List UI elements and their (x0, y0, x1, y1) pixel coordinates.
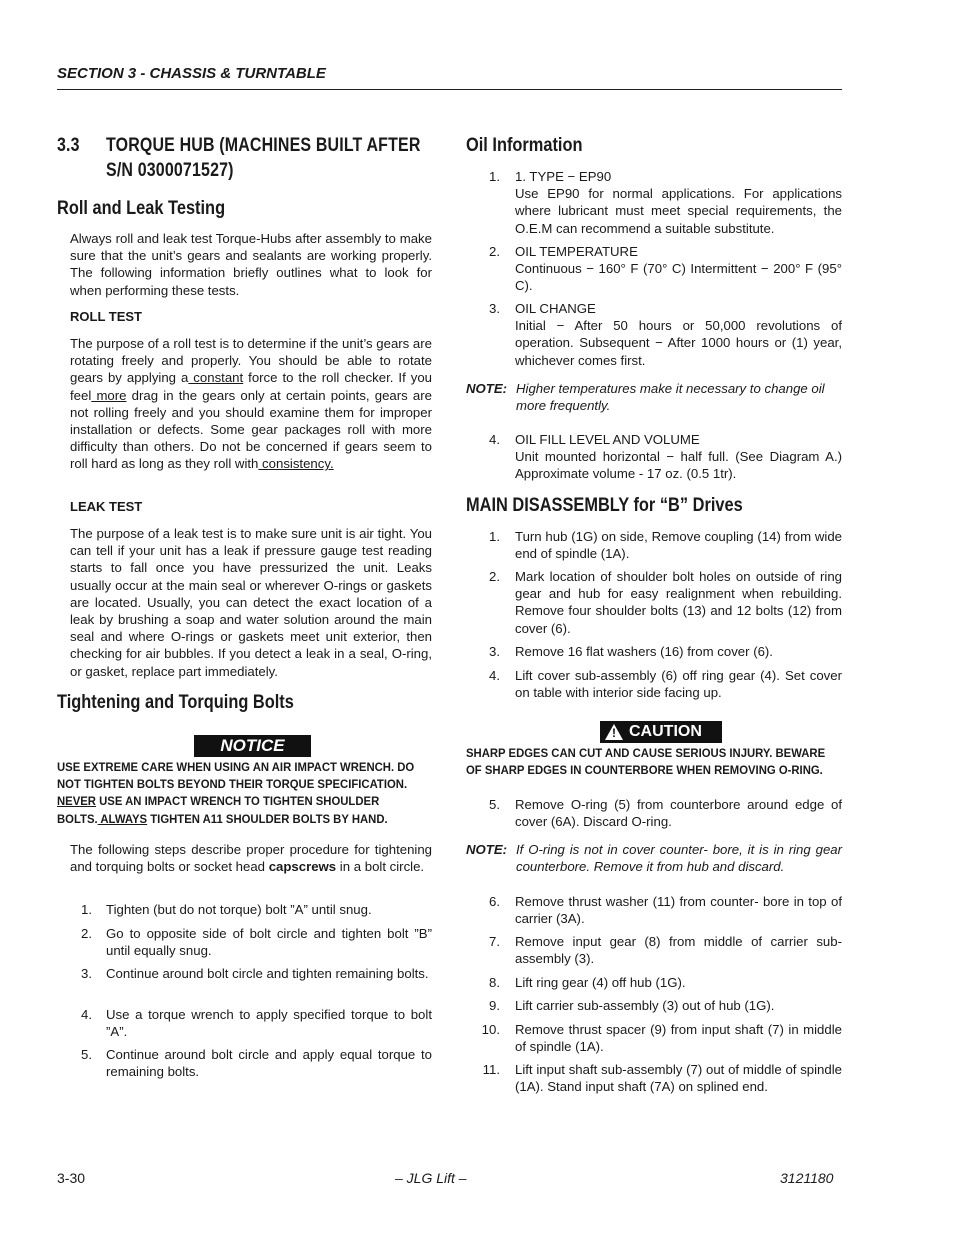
notice-line4-start: BOLTS. (57, 811, 98, 826)
list-item-number: 1. (489, 169, 500, 184)
note-text: If O-ring is not in cover counter- bore, it is in ring gear counterbore. Remove it from hub and discard. (516, 842, 842, 875)
roll-leak-heading: Roll and Leak Testing (57, 197, 226, 219)
list-item-text: Lift cover sub-assembly (6) off ring gear (4). Set cover on table with interior side facing up. (515, 668, 842, 701)
list-item-number: 2. (81, 926, 92, 941)
list-item-number: 2. (489, 244, 500, 259)
list-item-text: Continuous − 160° F (70° C) Intermittent − 200° F (95° C). (515, 261, 842, 294)
list-item-text: Remove thrust washer (11) from counter- bore in top of carrier (3A). (515, 894, 842, 927)
list-item-title: OIL FILL LEVEL AND VOLUME (515, 432, 700, 447)
notice-line4-end: TIGHTEN A11 SHOULDER BOLTS BY HAND. (147, 811, 388, 826)
document-number: 3121180 (780, 1170, 834, 1186)
roll-test-text-part2: force to the roll checker. If you feel (70, 370, 432, 403)
roll-test-text (70, 335, 432, 473)
tightening-intro-a: The following steps describe proper procedure for tightening and torquing bolts or socket head (70, 842, 432, 875)
list-item-text: Remove thrust spacer (9) from input shaft (7) in middle of spindle (1A). (515, 1022, 842, 1055)
list-item-text: Lift ring gear (4) off hub (1G). (515, 975, 686, 990)
list-item-number: 4. (81, 1007, 92, 1022)
roll-test-text-part1: The purpose of a roll test is to determine if the unit’s gears are rotating freely and properly. You should be able to rotate gears by applying a (70, 336, 432, 386)
list-item-title: 1. TYPE − EP90 (515, 169, 612, 184)
roll-test-heading: ROLL TEST (70, 309, 142, 324)
tightening-heading: Tightening and Torquing Bolts (57, 691, 294, 713)
list-item-number: 3. (489, 301, 500, 316)
notice-line4 (57, 811, 434, 828)
roll-leak-intro: Always roll and leak test Torque-Hubs after assembly to make sure that the unit’s gears and sealants are working properly. The following information briefly outlines what to look for when performing these tests. (70, 231, 432, 298)
list-item-number: 9. (489, 998, 500, 1013)
list-item-text: Use a torque wrench to apply specified torque to bolt ”A”. (106, 1007, 432, 1040)
list-item-text: Remove 16 flat washers (16) from cover (6). (515, 644, 773, 659)
notice-line1: USE EXTREME CARE WHEN USING AN AIR IMPACT WRENCH. DO (57, 760, 415, 774)
list-item-text: Use EP90 for normal applications. For applications where lubricant must meet special requirements, the O.E.M can recommend a suitable substitute. (515, 186, 842, 236)
list-item-text: Mark location of shoulder bolt holes on outside of ring gear and hub for easy realignment when rebuilding. Remove four shoulder bolts (13) and 12 bolts (12) from cover (6). (515, 569, 842, 636)
caution-label: CAUTION (629, 723, 702, 740)
caution-badge (600, 721, 722, 743)
warning-triangle-icon: ! (605, 724, 623, 740)
list-item-number: 11. (482, 1062, 500, 1077)
roll-test-underline-more: more (91, 387, 127, 403)
oil-heading: Oil Information (466, 134, 583, 156)
list-item-text: Lift carrier sub-assembly (3) out of hub (1G). (515, 998, 775, 1013)
tightening-intro-capscrews: capscrews (268, 859, 337, 875)
roll-test-text-part3: drag in the gears only at certain points, gears are not rolling freely and you should examine them for improper installation or defects. Some gear packages roll with more difficulty than others. Do not be concerned if gears seem to roll hard as long as they roll with (70, 387, 432, 472)
list-item-number: 6. (489, 894, 500, 909)
caution-line1: SHARP EDGES CAN CUT AND CAUSE SERIOUS INJURY. BEWARE (466, 746, 826, 760)
notice-never: NEVER (57, 794, 96, 809)
list-item-number: 5. (81, 1047, 92, 1062)
list-item-number: 7. (489, 934, 500, 949)
list-item-number: 10. (481, 1022, 500, 1037)
notice-line3-text: USE AN IMPACT WRENCH TO TIGHTEN SHOULDER (95, 794, 380, 809)
list-item-text: Continue around bolt circle and apply equal torque to remaining bolts. (106, 1047, 432, 1080)
tightening-intro-c: in a bolt circle. (336, 859, 425, 875)
notice-always: ALWAYS (97, 811, 148, 826)
notice-text (57, 759, 434, 828)
note-text: Higher temperatures make it necessary to change oil more frequently. (516, 381, 825, 414)
list-item-number: 1. (489, 529, 500, 544)
leak-test-text: The purpose of a leak test is to make sure unit is air tight. You can tell if your unit has a leak if pressure gauge test reading starts to fall once you have pressurized the unit. Leaks usually occur at the main seal or wherever O-rings or gaskets are located. Usually, you can detect the exact location of a leak by brushing a soap and water solution around the main seal and where O-rings or gaskets meet unit exterior, then checking for air bubbles. If you detect a leak in a seal, O-ring, or gasket, replace part immediately. (70, 526, 432, 679)
list-item-text: Continue around bolt circle and tighten remaining bolts. (106, 966, 429, 981)
list-item-text: Lift input shaft sub-assembly (7) out of middle of spindle (1A). Stand input shaft (7A) on splined end. (515, 1062, 842, 1095)
caution-text (466, 745, 843, 779)
roll-test-underline-consistency: consistency. (258, 456, 334, 472)
list-item-body (515, 243, 842, 295)
list-item-text: Remove O-ring (5) from counterbore around edge of cover (6A). Discard O-ring. (515, 797, 842, 830)
list-item-number: 2. (489, 569, 500, 584)
list-item-body (515, 431, 842, 483)
notice-line2: NOT TIGHTEN BOLTS BEYOND THEIR TORQUE SPECIFICATION. (57, 777, 408, 792)
list-item-number: 3. (81, 966, 92, 981)
list-item-title: OIL TEMPERATURE (515, 244, 638, 259)
roll-test-underline-constant: constant (188, 370, 244, 386)
list-item-body (515, 168, 842, 237)
list-item-title: OIL CHANGE (515, 301, 596, 316)
list-item-text: Remove input gear (8) from middle of carrier sub-assembly (3). (515, 934, 842, 967)
list-item-text: Unit mounted horizontal − half full. (See Diagram A.) Approximate volume - 17 oz. (0.5 1tr). (515, 449, 842, 482)
list-item-text: Initial − After 50 hours or 50,000 revolutions of operation. Subsequent − After 1000 hours or (1) year, whichever comes first. (515, 318, 842, 368)
section-header: SECTION 3 - CHASSIS & TURNTABLE (57, 65, 326, 82)
note-label: NOTE: (466, 842, 508, 857)
page-title-line1: TORQUE HUB (MACHINES BUILT AFTER (106, 135, 421, 156)
list-item-number: 1. (81, 902, 92, 917)
list-item-number: 4. (489, 432, 500, 447)
list-item-text: Turn hub (1G) on side, Remove coupling (14) from wide end of spindle (1A). (515, 529, 842, 562)
section-number: 3.3 (57, 135, 80, 156)
tightening-intro (70, 841, 432, 875)
caution-line2: OF SHARP EDGES IN COUNTERBORE WHEN REMOVING O-RING. (466, 763, 823, 778)
list-item-text: Go to opposite side of bolt circle and tighten bolt ”B” until equally snug. (106, 926, 432, 959)
header-rule (57, 89, 842, 90)
page-number: 3-30 (57, 1170, 86, 1186)
list-item-number: 8. (489, 975, 500, 990)
page-title-line2: S/N 0300071527) (106, 160, 234, 181)
list-item-text: Tighten (but do not torque) bolt ”A” until snug. (106, 902, 372, 917)
list-item-number: 4. (489, 668, 500, 683)
leak-test-heading: LEAK TEST (70, 499, 143, 514)
note-label: NOTE: (466, 381, 508, 396)
list-item-number: 5. (489, 797, 500, 812)
notice-badge: NOTICE (194, 735, 311, 757)
list-item-number: 3. (489, 644, 500, 659)
disassembly-heading: MAIN DISASSEMBLY for “B” Drives (466, 494, 743, 516)
notice-line3 (57, 793, 434, 810)
footer-brand: – JLG Lift – (395, 1170, 467, 1186)
list-item-body (515, 300, 842, 369)
